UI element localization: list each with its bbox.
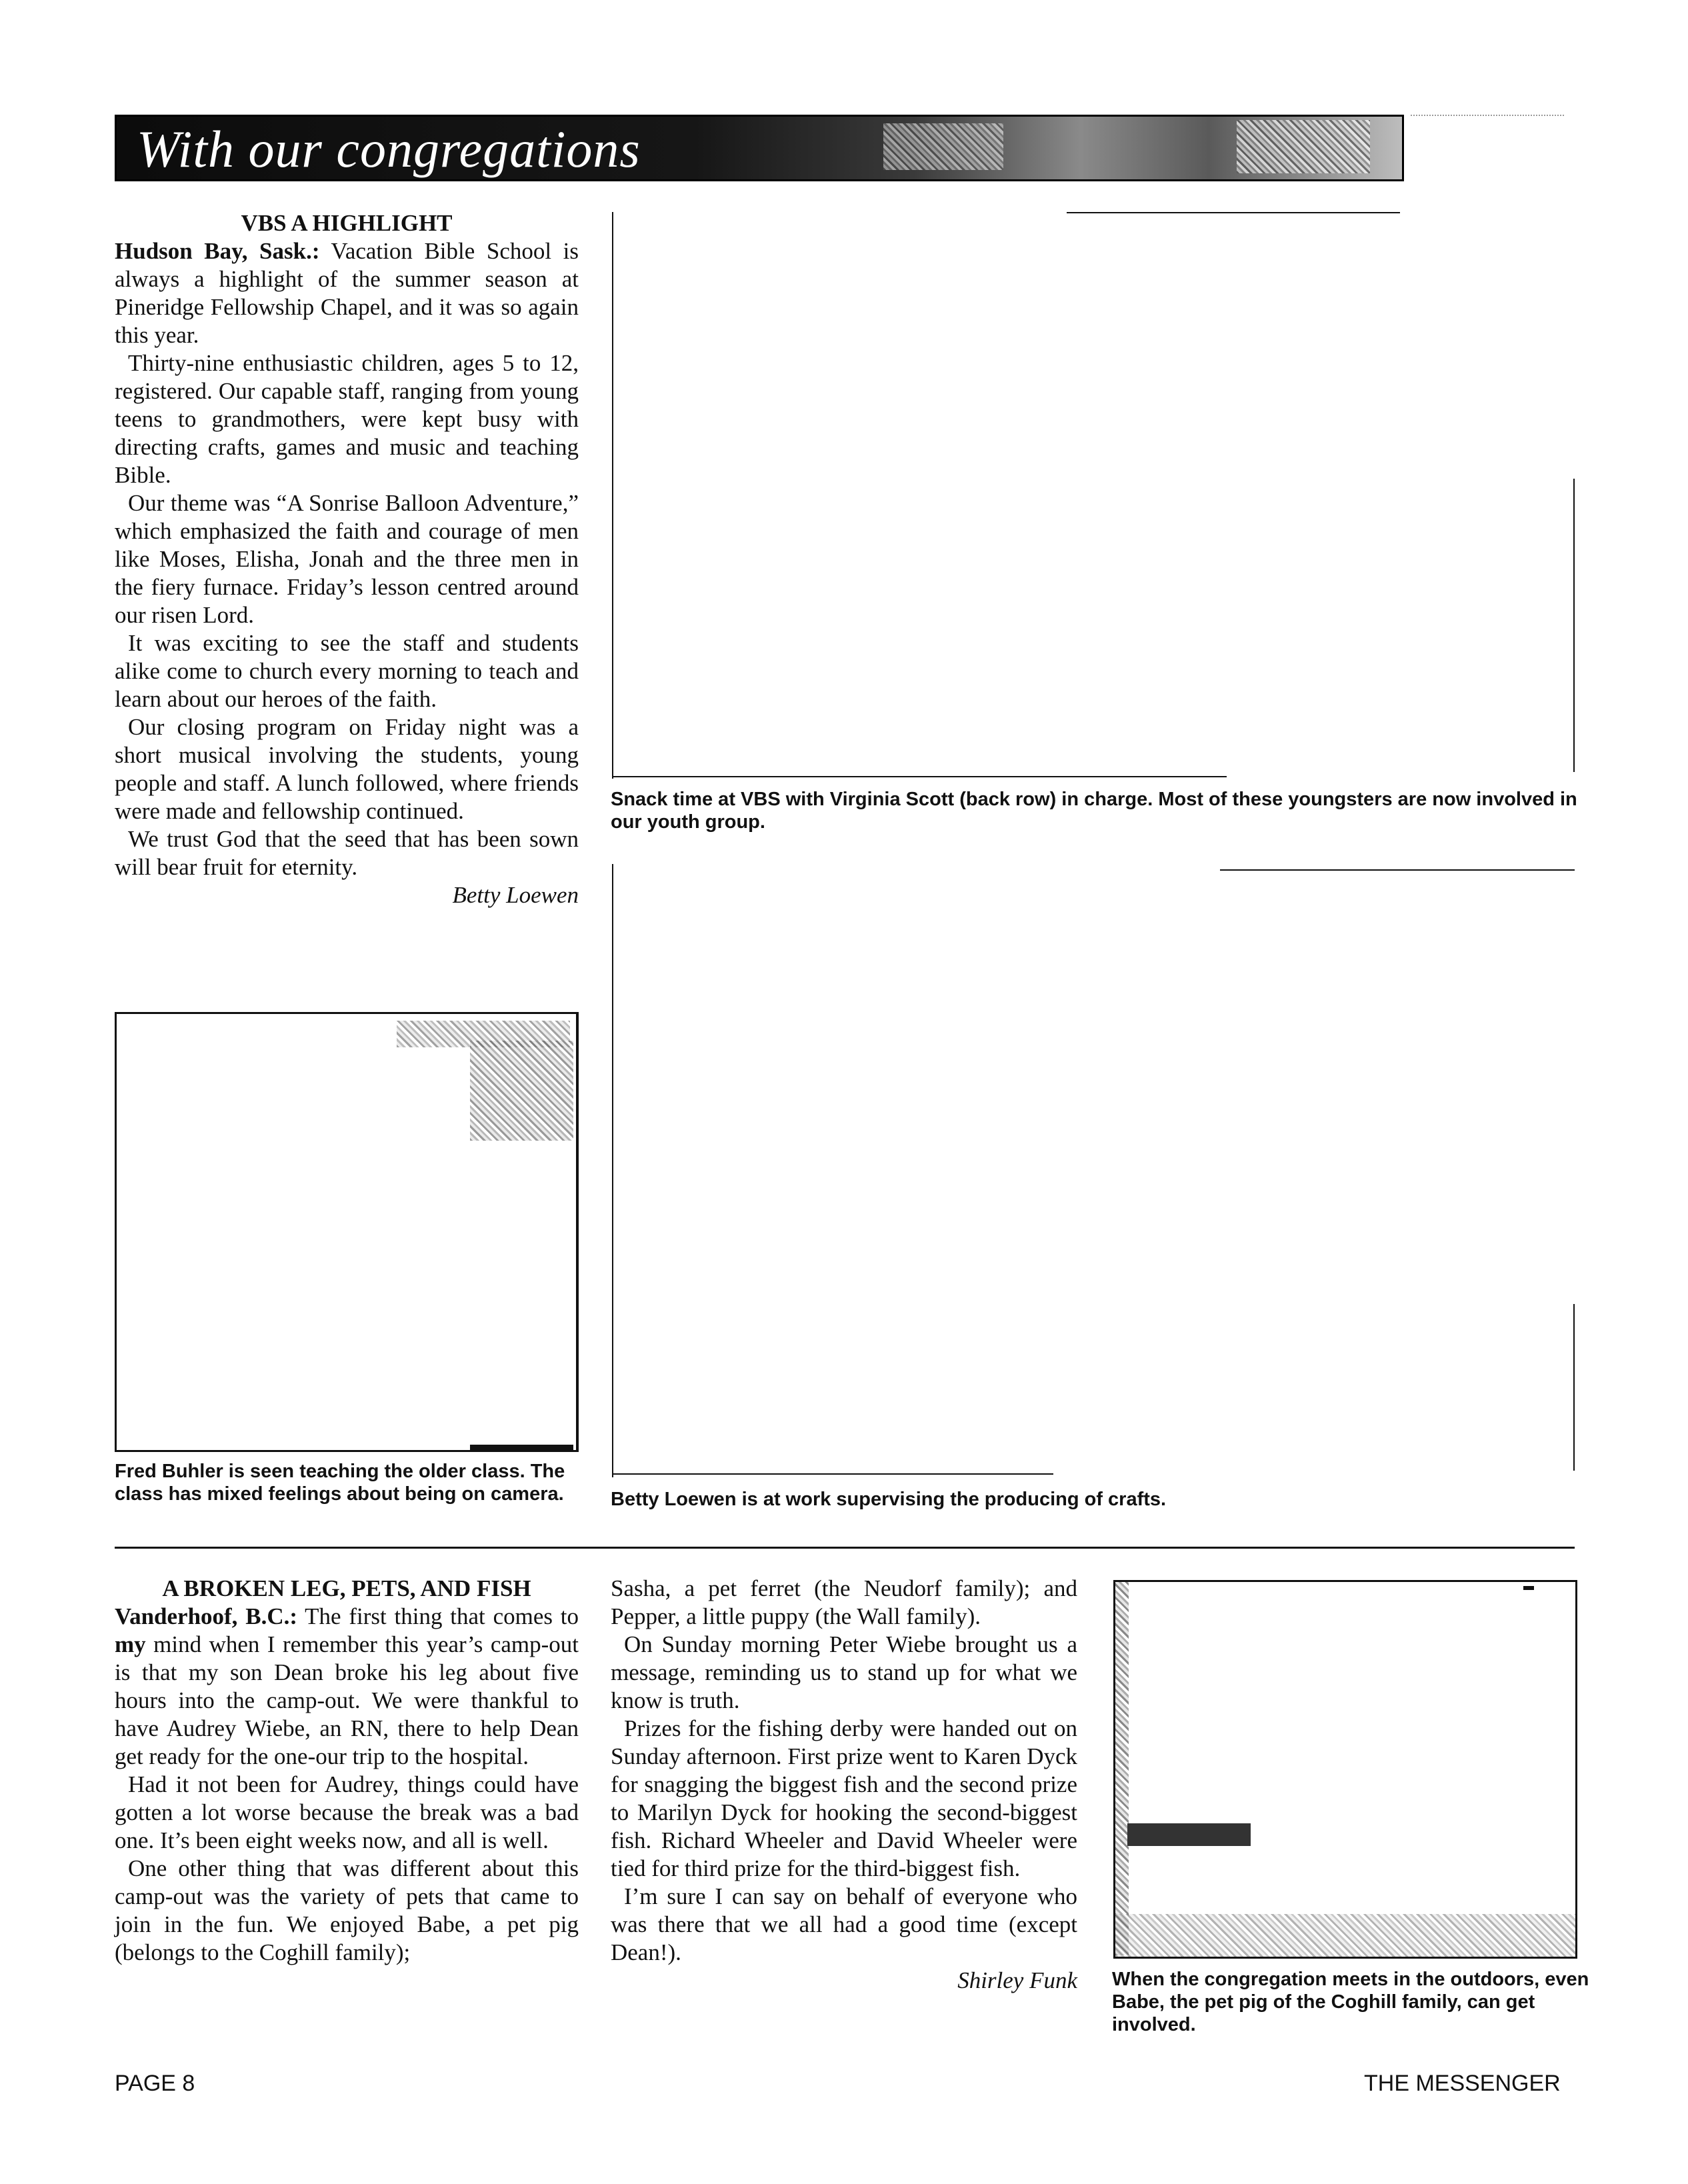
article-paragraph: Our theme was “A Sonrise Balloon Adventure,” which emphasized the faith and courage of men like Moses, Elisha, Jonah and the three men in the fiery furnace. Friday’s lesson centred around our risen Lord. bbox=[115, 490, 579, 628]
article-paragraph: I’m sure I can say on behalf of everyone who was there that we all had a good time (except Dean!). bbox=[611, 1883, 1077, 1965]
photo-texture bbox=[1115, 1582, 1129, 1955]
banner-texture bbox=[883, 123, 1003, 170]
article-byline: Shirley Funk bbox=[957, 1967, 1077, 1993]
photo-pet-pig bbox=[1113, 1580, 1577, 1959]
page-number: PAGE 8 bbox=[115, 2071, 195, 2096]
photo-texture bbox=[1115, 1914, 1575, 1957]
article-camp-out-col2 bbox=[611, 1575, 1077, 1995]
photo-snack-time bbox=[613, 212, 1575, 779]
article-dateline: Hudson Bay, Sask.: bbox=[115, 238, 320, 264]
section-banner bbox=[115, 115, 1404, 181]
photo-crafts bbox=[613, 864, 1575, 1477]
article-paragraph: Vanderhoof, B.C.: The first thing that comes to my mind when I remember this year’s camp-out is that my son Dean broke his leg about five hours into the camp-out. We were thankful to have Audrey Wiebe, an RN, there to help Dean get ready for the one-our trip to the hospital. bbox=[115, 1603, 579, 1769]
article-paragraph: Sasha, a pet ferret (the Neudorf family); and Pepper, a little puppy (the Wall family). bbox=[611, 1575, 1077, 1629]
section-divider bbox=[115, 1547, 1575, 1549]
section-title: With our congregations bbox=[137, 120, 641, 178]
article-headline: A BROKEN LEG, PETS, AND FISH bbox=[162, 1575, 531, 1601]
publication-name: THE MESSENGER bbox=[1364, 2071, 1561, 2096]
photo-fred-buhler bbox=[115, 1012, 579, 1452]
article-headline: VBS A HIGHLIGHT bbox=[241, 210, 453, 236]
article-paragraph: Our closing program on Friday night was a short musical involving the students, young people and staff. A lunch followed, where friends were made and fellowship continued. bbox=[115, 714, 579, 824]
article-paragraph: Thirty-nine enthusiastic children, ages 5 to 12, registered. Our capable staff, ranging from young teens to grandmothers, were kept busy with directing crafts, games and music and teaching Bible. bbox=[115, 350, 579, 488]
article-paragraph: One other thing that was different about this camp-out was the variety of pets that came to join in the fun. We enjoyed Babe, a pet pig (belongs to the Coghill family); bbox=[115, 1855, 579, 1965]
article-camp-out-col1 bbox=[115, 1575, 579, 1967]
caption-fred-buhler: Fred Buhler is seen teaching the older class. The class has mixed feelings about being on camera. bbox=[115, 1461, 565, 1505]
caption-snack-time: Snack time at VBS with Virginia Scott (back row) in charge. Most of these youngsters are now involved in our youth group. bbox=[611, 789, 1577, 833]
article-paragraph: Prizes for the fishing derby were handed out on Sunday afternoon. First prize went to Karen Dyck for snagging the biggest fish and the second prize to Marilyn Dyck for hooking the second-biggest fish. Richard Wheeler and David Wheeler were tied for third prize for the third-biggest fish. bbox=[611, 1715, 1077, 1881]
article-paragraph: It was exciting to see the staff and students alike come to church every morning to teach and learn about our heroes of the faith. bbox=[115, 630, 579, 712]
article-byline: Betty Loewen bbox=[452, 882, 579, 908]
caption-crafts: Betty Loewen is at work supervising the producing of crafts. bbox=[611, 1489, 1167, 1510]
article-dateline: Vanderhoof, B.C.: bbox=[115, 1603, 298, 1629]
photo-texture bbox=[470, 1041, 573, 1141]
article-paragraph: Had it not been for Audrey, things could have gotten a lot worse because the break was a bad one. It’s been eight weeks now, and all is well. bbox=[115, 1771, 579, 1853]
banner-texture bbox=[1237, 120, 1370, 173]
article-paragraph: Hudson Bay, Sask.: Vacation Bible School is always a highlight of the summer season at Pineridge Fellowship Chapel, and it was so again this year. bbox=[115, 238, 579, 348]
article-paragraph: On Sunday morning Peter Wiebe brought us a message, reminding us to stand up for what we know is truth. bbox=[611, 1631, 1077, 1713]
article-vbs bbox=[115, 209, 579, 909]
banner-dotted-rule bbox=[1411, 115, 1564, 116]
article-paragraph: We trust God that the seed that has been sown will bear fruit for eternity. bbox=[115, 826, 579, 880]
caption-pet-pig: When the congregation meets in the outdoors, even Babe, the pet pig of the Coghill family, can get involved. bbox=[1112, 1969, 1589, 2035]
